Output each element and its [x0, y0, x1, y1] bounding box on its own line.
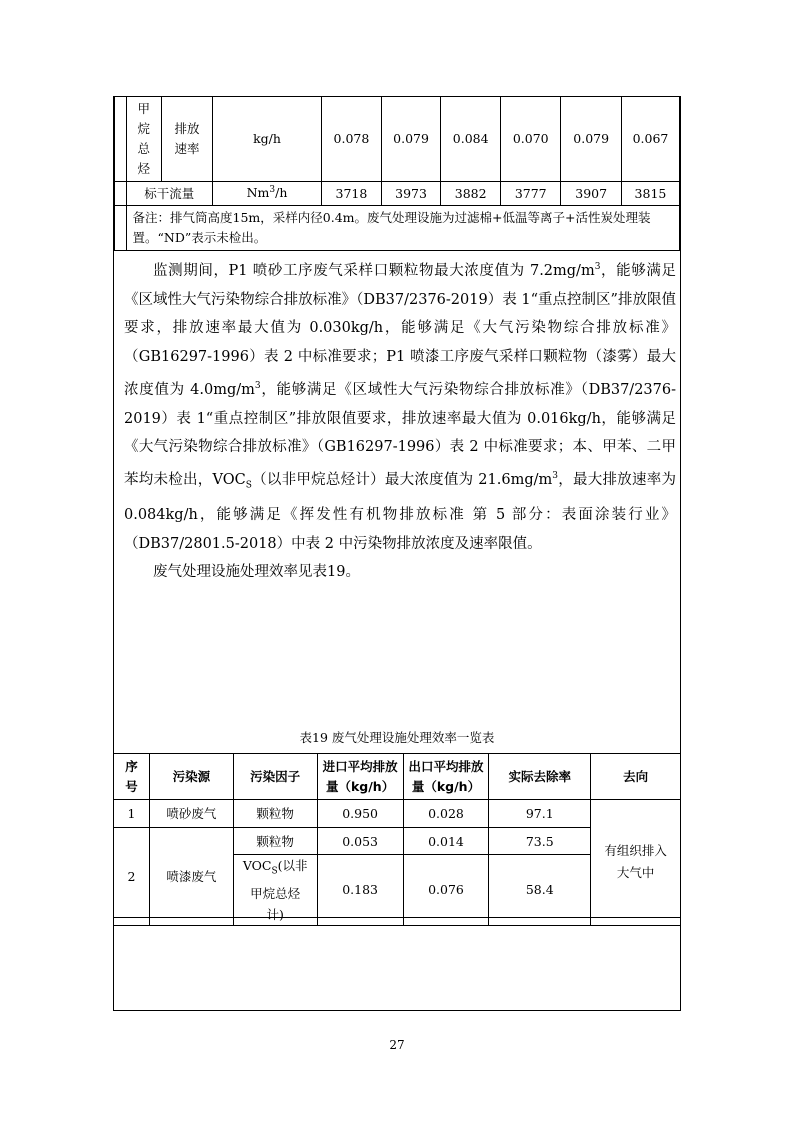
value-cell: 0.078 [322, 97, 382, 181]
emission-table [114, 97, 680, 251]
flow-label: 标干流量 [126, 181, 212, 205]
value-cell: 0.084 [441, 97, 501, 181]
table-row [114, 800, 681, 828]
row-factor: $VOC_S$(以非甲烷总烃计) [233, 855, 317, 926]
value-cell: 0.070 [501, 97, 561, 181]
value-cell: 3718 [322, 181, 382, 205]
value-cell: 0.067 [621, 97, 679, 181]
table-row [115, 181, 680, 205]
section-divider [114, 917, 680, 918]
param-cell: 排放速率 [162, 97, 213, 181]
col-header: 序号 [114, 754, 150, 800]
row-no: 2 [114, 828, 150, 926]
value-cell: 0.079 [561, 97, 621, 181]
table-header [114, 754, 681, 800]
table-note: 备注：排气筒高度15m，采样内径0.4m。废气处理设施为过滤棉+低温等离子+活性炭处理装置。“ND”表示未检出。 [126, 205, 679, 250]
col-header: 去向 [591, 754, 681, 800]
value-cell: 0.079 [381, 97, 441, 181]
row-factor: 颗粒物 [233, 828, 317, 855]
row-out: 0.076 [403, 855, 489, 926]
page-frame [113, 96, 681, 1011]
body-text [124, 253, 676, 587]
unit-cell: Nm$^3$/h [212, 181, 321, 205]
col-header: 污染因子 [233, 754, 317, 800]
item-cell: 甲烷总烃 [126, 97, 162, 181]
value-cell: 3777 [501, 181, 561, 205]
row-rate: 58.4 [489, 855, 591, 926]
row-rate: 73.5 [489, 828, 591, 855]
table-row [115, 205, 680, 250]
value-cell: 3973 [381, 181, 441, 205]
paragraph: 废气处理设施处理效率见表19。 [153, 564, 360, 581]
destination-cell: 有组织排入大气中 [591, 800, 681, 926]
row-source: 喷砂废气 [149, 800, 233, 828]
paragraph: 监测期间，P1 喷砂工序废气采样口颗粒物最大浓度值为 $7.2mg/m^3$，能够满足《区域性大气污染物综合排放标准》（DB37/2376-2019）表 1“重点控制区”排放限值要求，排放速率最大值为 0.030kg/h，能够满足《大气污染物综合排放标准》（GB16297-1996）表 2 中标准要求；P1 喷漆工序废气采样口颗粒物（漆雾）最大浓度值为 $4.0mg/m^3$，能够满足《区域性大气污染物综合排放标准》（DB37/2376-2019）表 1“重点控制区”排放限值要求，排放速率最大值为 0.016kg/h，能够满足《大气污染物综合排放标准》（GB16297-1996）表 2 中标准要求；本、甲苯、二甲苯均未检出，$VOC_S$（以非甲烷总烃计）最大浓度值为 $21.6mg/m^3$，最大排放速率为 0.084kg/h，能够满足《挥发性有机物排放标准 第 5 部分：表面涂装行业》（DB37/2801.5-2018）中表 2 中污染物排放浓度及速率限值。 [124, 262, 677, 552]
value-cell: 3907 [561, 181, 621, 205]
page-number: 27 [389, 1038, 405, 1052]
row-no: 1 [114, 800, 150, 828]
col-header: 实际去除率 [489, 754, 591, 800]
row-rate: 97.1 [489, 800, 591, 828]
col-header: 污染源 [149, 754, 233, 800]
row-source: 喷漆废气 [149, 828, 233, 926]
row-in: 0.950 [317, 800, 403, 828]
value-cell: 3815 [621, 181, 679, 205]
table-row [115, 97, 680, 181]
table-caption: 表19 废气处理设施处理效率一览表 [299, 730, 495, 745]
col-header: 进口平均排放量（kg/h） [317, 754, 403, 800]
row-factor: 颗粒物 [233, 800, 317, 828]
row-in: 0.053 [317, 828, 403, 855]
row-out: 0.014 [403, 828, 489, 855]
col-header: 出口平均排放量（kg/h） [403, 754, 489, 800]
efficiency-table [113, 753, 681, 926]
row-out: 0.028 [403, 800, 489, 828]
row-in: 0.183 [317, 855, 403, 926]
value-cell: 3882 [441, 181, 501, 205]
unit-cell: kg/h [212, 97, 321, 181]
